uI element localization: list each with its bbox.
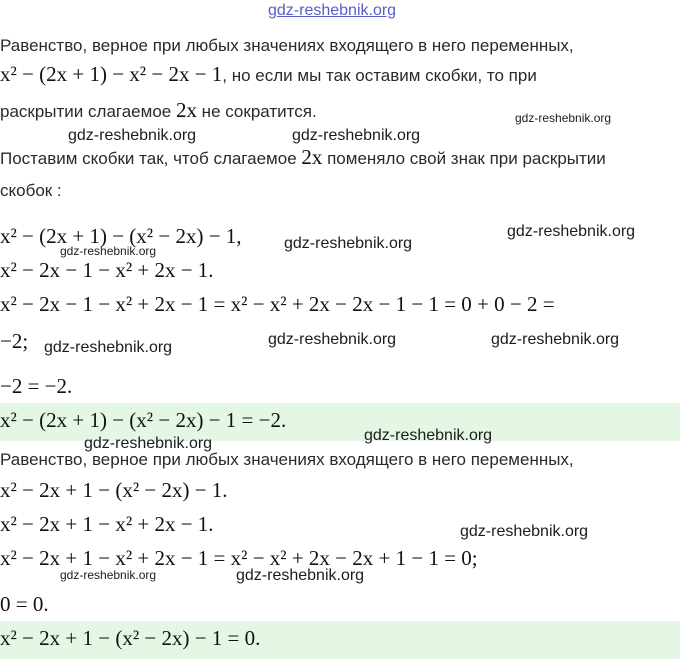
block1-line4	[0, 145, 606, 170]
block1-line3	[0, 98, 317, 123]
block2-step1: x² − 2x + 1 − (x² − 2x) − 1.	[0, 478, 228, 502]
block1-step5: −2 = −2.	[0, 374, 73, 398]
block1-intro: Равенство, верное при любых значениях входящего в него переменных,	[0, 36, 574, 55]
watermark: gdz-reshebnik.org	[515, 111, 612, 125]
watermark: gdz-reshebnik.org	[68, 127, 197, 144]
block1-step4: −2;	[0, 329, 29, 353]
watermark: gdz-reshebnik.org	[284, 235, 413, 252]
block2-intro: Равенство, верное при любых значениях входящего в него переменных,	[0, 450, 574, 469]
watermark: gdz-reshebnik.org	[44, 339, 173, 356]
watermark: gdz-reshebnik.org	[491, 331, 620, 348]
block1-text-after-expr: , но если мы так оставим скобки, то при	[222, 66, 537, 85]
block2-step2: x² − 2x + 1 − x² + 2x − 1.	[0, 512, 214, 536]
block1-step1: x² − (2x + 1) − (x² − 2x) − 1,	[0, 224, 242, 248]
block2-answer: x² − 2x + 1 − (x² − 2x) − 1 = 0.	[0, 626, 261, 650]
block1-line3-term: 2x	[175, 98, 197, 122]
block1-line4-a: Поставим скобки так, чтоб слагаемое	[0, 149, 302, 168]
block1-step3: x² − 2x − 1 − x² + 2x − 1 = x² − x² + 2x − 2x − 1 − 1 = 0 + 0 − 2 =	[0, 292, 555, 316]
block1-expr: x² − (2x + 1) − x² − 2x − 1	[0, 62, 223, 86]
watermark: gdz-reshebnik.org	[268, 331, 397, 348]
block1-line2	[0, 62, 537, 87]
watermark: gdz-reshebnik.org	[460, 523, 589, 540]
watermark: gdz-reshebnik.org	[292, 127, 421, 144]
block1-line4-term: 2x	[301, 145, 323, 169]
watermark: gdz-reshebnik.org	[236, 567, 365, 584]
header-site-link[interactable]: gdz-reshebnik.org	[268, 2, 397, 19]
watermark: gdz-reshebnik.org	[507, 223, 636, 240]
block1-answer: x² − (2x + 1) − (x² − 2x) − 1 = −2.	[0, 408, 287, 432]
block1-step2: x² − 2x − 1 − x² + 2x − 1.	[0, 258, 214, 282]
block1-line3-b: не сократится.	[196, 102, 317, 121]
watermark: gdz-reshebnik.org	[60, 568, 157, 582]
watermark: gdz-reshebnik.org	[60, 244, 157, 258]
block1-line5: скобок :	[0, 181, 62, 200]
watermark: gdz-reshebnik.org	[84, 435, 213, 452]
watermark: gdz-reshebnik.org	[364, 427, 493, 444]
block1-line4-b: поменяло свой знак при раскрытии	[322, 149, 606, 168]
block2-step3: x² − 2x + 1 − x² + 2x − 1 = x² − x² + 2x − 2x + 1 − 1 = 0;	[0, 546, 478, 570]
block2-step4: 0 = 0.	[0, 592, 49, 616]
block1-line3-a: раскрытии слагаемое	[0, 102, 176, 121]
